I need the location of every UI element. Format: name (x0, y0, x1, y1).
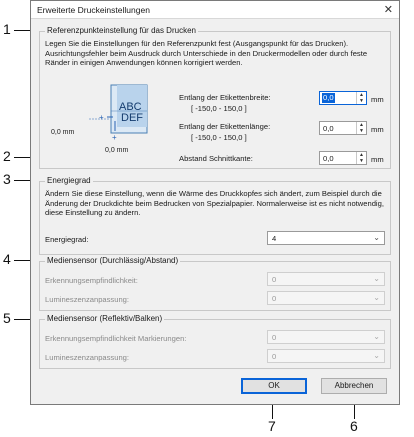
width-value[interactable]: 0,0 (323, 93, 334, 102)
chevron-down-icon: ⌄ (373, 332, 380, 341)
cut-distance-value[interactable]: 0,0 (323, 154, 334, 163)
callout-5: 5 (3, 310, 11, 326)
reflective-detection-select[interactable] (267, 330, 385, 344)
energy-description: Ändern Sie diese Einstellung, wenn die Wärme des Druckkopfes sich ändert, zum Beispiel durch die Änderung der Druckdichte beim Bedrucken von Spezialpapier. Normalerweise ist es nicht notwendig, diese Einstellung zu ändern. (45, 189, 384, 217)
illustration-left-offset: 0,0 mm (51, 129, 75, 136)
reflective-luminescence-value: 0 (272, 352, 277, 361)
media-sensor-reflective-legend: Mediensensor (Reflektiv/Balken) (47, 314, 163, 323)
cut-spin-arrows[interactable] (356, 152, 366, 164)
transmissive-detection-value: 0 (272, 275, 277, 284)
reference-point-legend: Referenzpunkteinstellung für das Drucken (47, 26, 196, 35)
chevron-down-icon: ⌄ (373, 233, 380, 242)
svg-text:+: + (99, 113, 104, 122)
callout-3: 3 (3, 171, 11, 187)
spin-down-icon[interactable]: ▼ (359, 128, 364, 134)
width-range: [ -150,0 - 150,0 ] (191, 104, 247, 113)
length-spin-arrows[interactable] (356, 122, 366, 134)
svg-text:+: + (112, 133, 117, 142)
transmissive-detection-label: Erkennungsempfindlichkeit: (45, 276, 138, 285)
length-stepper[interactable] (319, 121, 367, 135)
label-illustration (49, 83, 159, 157)
chevron-down-icon: ⌄ (373, 351, 380, 360)
energy-level-select[interactable] (267, 231, 385, 245)
spin-down-icon[interactable]: ▼ (359, 98, 364, 104)
illustration-bottom-offset: 0,0 mm (105, 147, 129, 154)
title-bar (31, 1, 399, 19)
energy-level-value: 4 (272, 234, 277, 243)
width-stepper[interactable] (319, 91, 367, 105)
chevron-down-icon: ⌄ (373, 274, 380, 283)
callout-4: 4 (3, 251, 11, 267)
transmissive-luminescence-select[interactable] (267, 291, 385, 305)
width-label: Entlang der Etikettenbreite: (179, 93, 271, 102)
illustration-text-line2: DEF (121, 112, 143, 124)
cut-distance-stepper[interactable] (319, 151, 367, 165)
energy-legend: Energiegrad (47, 176, 91, 185)
reflective-detection-value: 0 (272, 333, 277, 342)
reflective-luminescence-label: Lumineszenzanpassung: (45, 353, 130, 362)
cut-distance-unit: mm (371, 155, 384, 164)
reflective-detection-label: Erkennungsempfindlichkeit Markierungen: (45, 334, 187, 343)
close-icon[interactable]: ✕ (383, 4, 393, 16)
chevron-down-icon: ⌄ (373, 293, 380, 302)
advanced-print-settings-dialog (30, 0, 400, 405)
transmissive-luminescence-value: 0 (272, 294, 277, 303)
callout-6: 6 (350, 418, 358, 434)
callout-2: 2 (3, 148, 11, 164)
callout-7: 7 (268, 418, 276, 434)
reflective-luminescence-select[interactable] (267, 349, 385, 363)
width-spin-arrows[interactable] (356, 92, 366, 104)
cancel-button[interactable]: Abbrechen (321, 378, 387, 394)
length-range: [ -150,0 - 150,0 ] (191, 133, 247, 142)
length-value[interactable]: 0,0 (323, 124, 334, 133)
media-sensor-transmissive-legend: Mediensensor (Durchlässig/Abstand) (47, 256, 179, 265)
callout-1: 1 (3, 21, 11, 37)
cut-distance-label: Abstand Schnittkante: (179, 154, 253, 163)
transmissive-detection-select[interactable] (267, 272, 385, 286)
window-title: Erweiterte Druckeinstellungen (37, 5, 150, 15)
illustration-text-line1: ABC (119, 101, 142, 113)
width-unit: mm (371, 95, 384, 104)
length-unit: mm (371, 125, 384, 134)
energy-level-label: Energiegrad: (45, 235, 89, 244)
ok-button[interactable]: OK (241, 378, 307, 394)
spin-up-icon[interactable]: ▲ (359, 92, 364, 98)
length-label: Entlang der Etikettenlänge: (179, 122, 271, 131)
reference-description: Legen Sie die Einstellungen für den Referenzpunkt fest (Ausgangspunkt für das Drucken). Ausrichtungsfehler beim Ausdruck durch Unterschiede in den Druckermodellen oder durch feste Ränder in einigen Anwendungen können korrigiert werden. (45, 39, 368, 67)
spin-down-icon[interactable]: ▼ (359, 158, 364, 164)
spin-up-icon[interactable]: ▲ (359, 152, 364, 158)
transmissive-luminescence-label: Lumineszenzanpassung: (45, 295, 130, 304)
spin-up-icon[interactable]: ▲ (359, 122, 364, 128)
